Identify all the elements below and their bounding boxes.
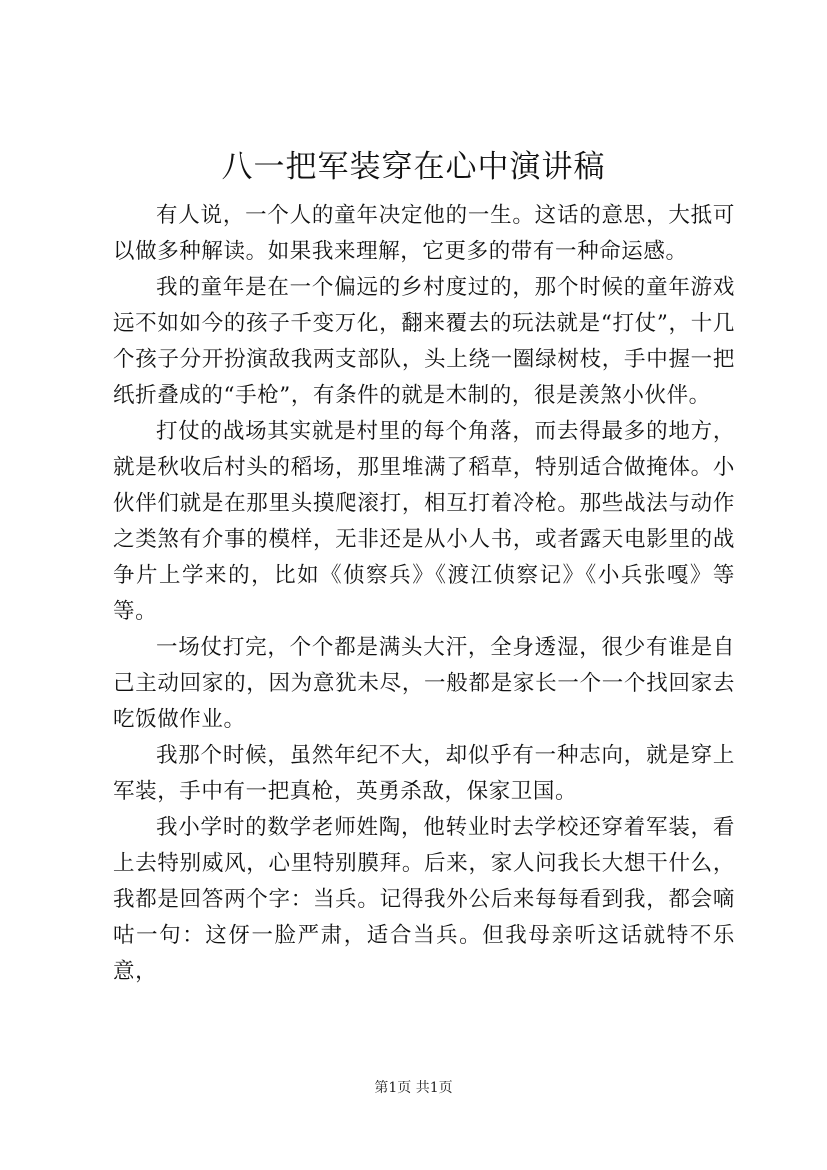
paragraph: 打仗的战场其实就是村里的每个角落，而去得最多的地方，就是秋收后村头的稻场，那里堆满了稻草，特别适合做掩体。小伙伴们就是在那里头摸爬滚打，相互打着冷枪。那些战法与动作之类煞有介事的模样，无非还是从小人书，或者露天电影里的战争片上学来的，比如《侦察兵》《渡江侦察记》《小兵张嘎》等等。 — [113, 419, 735, 624]
document-title: 八一把军装穿在心中演讲稿 — [221, 149, 606, 185]
paragraph: 一场仗打完，个个都是满头大汗，全身透湿，很少有谁是自己主动回家的，因为意犹未尽，一般都是家长一个一个找回家去吃饭做作业。 — [113, 635, 735, 732]
page-footer: 第1页 共1页 — [374, 1080, 453, 1096]
paragraph: 我小学时的数学老师姓陶，他转业时去学校还穿着军装，看上去特别威风，心里特别膜拜。后来，家人问我长大想干什么，我都是回答两个字：当兵。记得我外公后来每每看到我，都会嘀咕一句：这伢一脸严肃，适合当兵。但我母亲听这话就特不乐意， — [113, 815, 735, 984]
paragraph: 有人说，一个人的童年决定他的一生。这话的意思，大抵可以做多种解读。如果我来理解，它更多的带有一种命运感。 — [113, 203, 735, 264]
paragraph: 我那个时候，虽然年纪不大，却似乎有一种志向，就是穿上军装，手中有一把真枪，英勇杀敌，保家卫国。 — [113, 743, 735, 804]
document-body — [113, 198, 735, 990]
paragraph: 我的童年是在一个偏远的乡村度过的，那个时候的童年游戏远不如如今的孩子千变万化，翻来覆去的玩法就是“打仗”，十几个孩子分开扮演敌我两支部队，头上绕一圈绿树枝，手中握一把纸折叠成的“手枪”，有条件的就是木制的，很是羡煞小伙伴。 — [113, 275, 735, 408]
